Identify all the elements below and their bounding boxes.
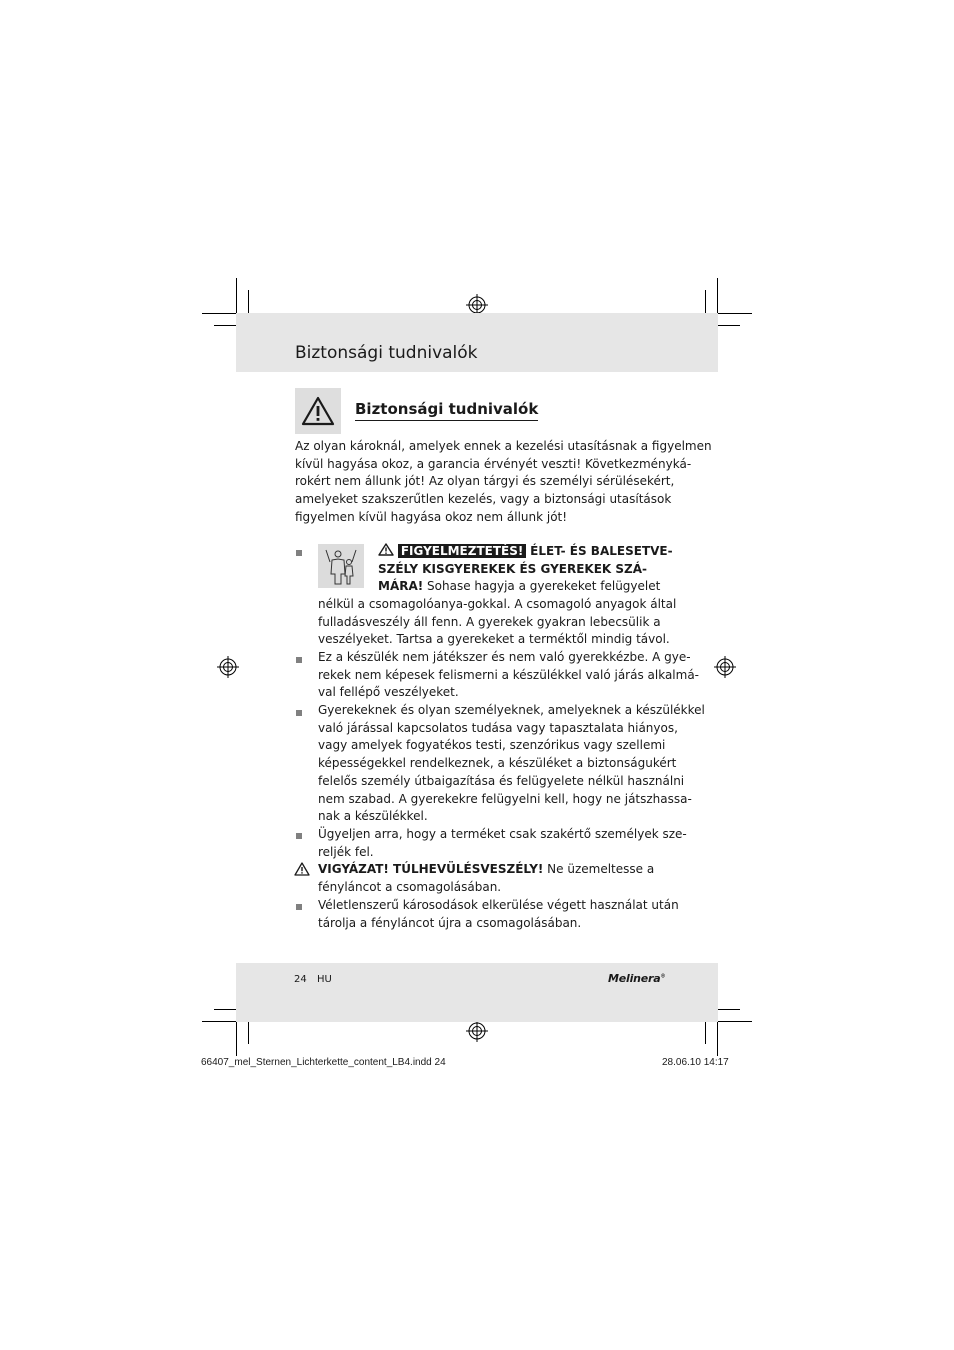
text-line: amelyeket szakszerűtlen kezelés, vagy a biztonsági utasítások [295,492,672,507]
slug-file-info: 66407_mel_Sternen_Lichterkette_content_LB4.indd 24 [201,1057,446,1068]
slug-datetime: 28.06.10 14:17 [662,1057,729,1068]
warning-text-block [318,596,676,649]
text-line: felelős személy útbaigazítása és felügyelete nélkül használni [318,773,685,788]
list-item [318,897,679,932]
text-line: rokért nem állunk jót! Az olyan tárgyi és személyi sérülésekért, [295,474,675,489]
text-line: figyelmen kívül hagyása okoz nem állunk jót! [295,509,568,524]
list-item [318,826,687,861]
text-line: képességekkel rendelkeznek, a készüléket a biztonságukért [318,756,677,771]
warning-block [378,543,673,596]
text-line: Ez a készülék nem játékszer és nem való gyerekkézbe. A gye- [318,650,691,664]
warning-triangle-icon [378,543,394,556]
registration-mark-icon [466,1020,488,1042]
text-line: val fellépő veszélyeket. [318,685,459,700]
registration-mark-icon [714,656,736,678]
registration-mark-icon [217,656,239,678]
crop-mark [202,313,236,314]
list-item [318,702,705,826]
warning-tag: FIGYELMEZTETÉS! [398,544,527,558]
crop-mark [705,1020,706,1044]
crop-mark [248,1020,249,1044]
intro-paragraph [295,438,712,527]
caution-block [318,861,654,896]
text-line: Véletlenszerű károsodások elkerülése végett használat után [318,898,679,912]
warning-triangle-icon [301,396,335,426]
warning-heading: ÉLET- ÉS BALESETVE- [530,544,673,558]
crop-mark [214,1009,236,1010]
crop-mark [214,325,236,326]
warning-heading: MÁRA! [378,579,424,594]
warning-triangle-icon [294,862,310,876]
warning-heading: SZÉLY KISGYEREKEK ÉS GYEREKEK SZÁ- [378,561,647,576]
warning-box [295,388,341,434]
text-line: rekek nem képesek felismerni a készülékkel való járás alkalmá- [318,667,700,682]
bullet-square-icon [296,550,302,556]
text-line: való járással kapcsolatos tudása vagy tapasztalata hiányos, [318,720,678,735]
crop-mark [248,290,249,314]
crop-mark [718,313,752,314]
text-line: veszélyeket. Tartsa a gyerekeket a terméktől mindig távol. [318,632,670,647]
crop-mark [705,290,706,314]
text-line: fényláncot a csomagolásában. [318,879,502,894]
caution-text: Ne üzemeltesse a [543,862,655,876]
bullet-square-icon [296,904,302,910]
bullet-square-icon [296,833,302,839]
section-title: Biztonsági tudnivalók [355,400,538,421]
bullet-square-icon [296,657,302,663]
page-number: 24 [294,974,307,985]
text-line: nem szabad. A gyerekekre felügyelni kell, hogy ne játszhassa- [318,791,692,806]
brand-logo: Melinera® [608,972,666,985]
bullet-square-icon [296,710,302,716]
text-line: nélkül a csomagolóanya-gokkal. A csomagoló anyagok által [318,597,677,611]
text-line: tárolja a fényláncot újra a csomagolásában. [318,915,582,930]
text-line: fulladásveszély áll fenn. A gyerekek gyakran lebecsülik a [318,614,661,629]
text-line: Ügyeljen arra, hogy a terméket csak szakértő személyek sze- [318,827,687,841]
text-line: nak a készülékkel. [318,809,428,824]
list-item [318,649,699,702]
text-line: Az olyan károknál, amelyek ennek a kezelési utasításnak a figyelmen [295,439,712,453]
crop-mark [718,1021,752,1022]
text-line: Gyerekeknek és olyan személyeknek, amelyeknek a készülékkel [318,703,705,717]
text-line: reljék fel. [318,844,374,859]
page-title: Biztonsági tudnivalók [295,343,478,363]
language-code: HU [317,974,332,985]
text-line: kívül hagyása okoz, a garancia érvényét veszti! Következményká- [295,456,692,471]
crop-mark [718,325,740,326]
text-line: vagy amelyek fogyatékos testi, szenzórikus vagy szellemi [318,738,666,753]
crop-mark [202,1021,236,1022]
child-safety-icon [318,544,364,588]
caution-heading: VIGYÁZAT! TÚLHEVÜLÉSVESZÉLY! [318,862,544,876]
warning-text: Sohase hagyja a gyerekeket felügyelet [423,579,661,594]
crop-mark [718,1009,740,1010]
